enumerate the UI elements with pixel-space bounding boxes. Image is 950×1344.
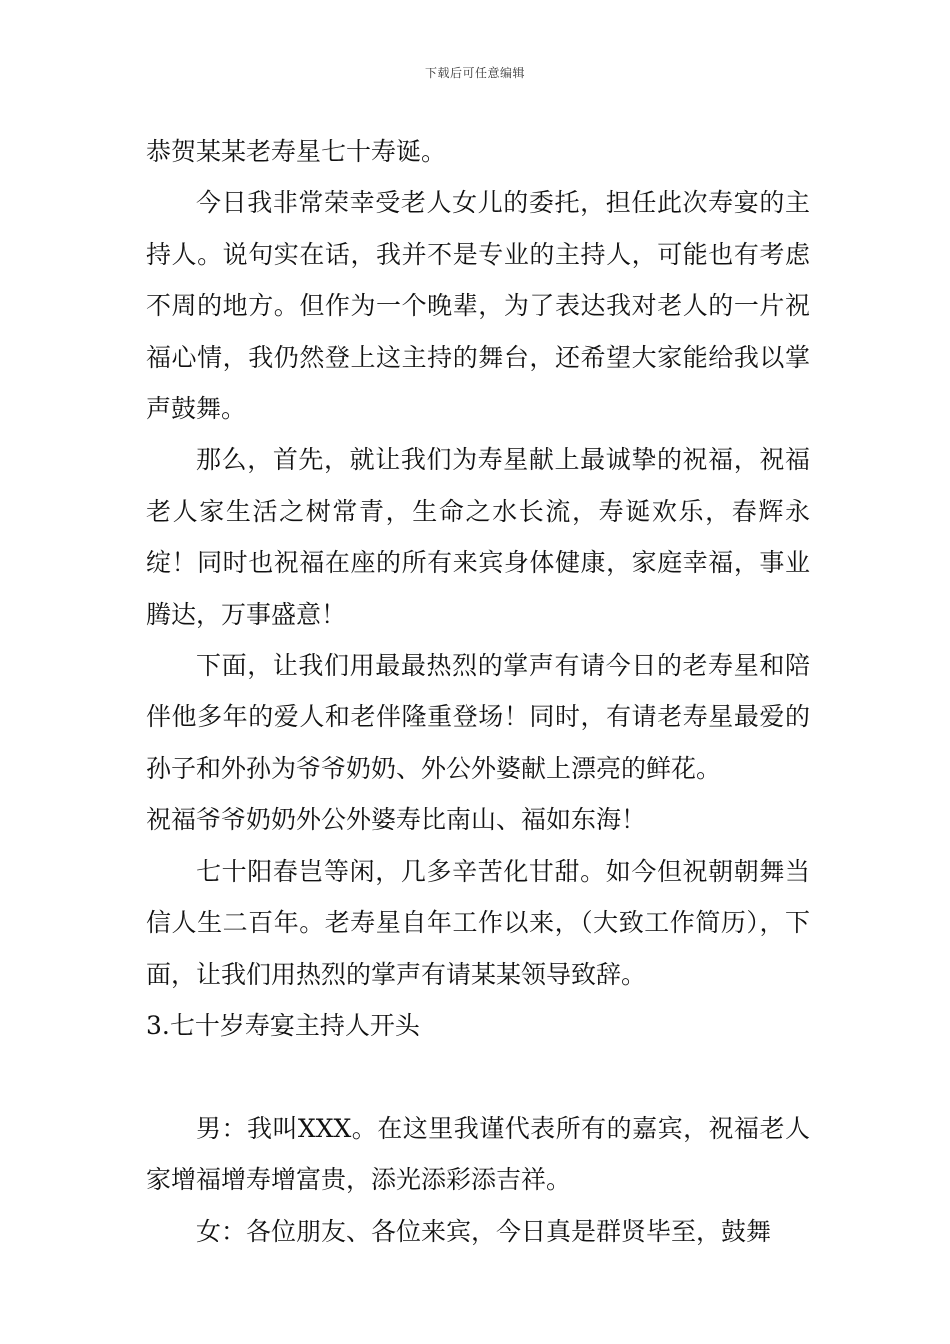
paragraph-female-host: 女：各位朋友、各位来宾，今日真是群贤毕至，鼓舞 bbox=[196, 1216, 772, 1246]
paragraph-invitation: 下面，让我们用最最热烈的掌声有请今日的老寿星和陪伴他多年的爱人和老伴隆重登场！同时，有请老寿星最爱的孙子和外孙为爷爷奶奶、外公外婆献上漂亮的鲜花。 bbox=[146, 651, 810, 783]
section-heading: 3.七十岁寿宴主持人开头 bbox=[146, 1010, 420, 1040]
page-header: 下载后可任意编辑 bbox=[424, 66, 525, 80]
document-body bbox=[146, 126, 810, 1257]
blank-line bbox=[146, 1051, 810, 1102]
paragraph-blessing: 那么，首先，就让我们为寿星献上最诚挚的祝福，祝福老人家生活之树常青，生命之水长流，寿诞欢乐，春辉永绽！同时也祝福在座的所有来宾身体健康，家庭幸福，事业腾达，万事盛意！ bbox=[146, 445, 810, 629]
paragraph-poem: 七十阳春岂等闲，几多辛苦化甘甜。如今但祝朝朝舞当信人生二百年。老寿星自年工作以来，（大致工作简历），下面，让我们用热烈的掌声有请某某领导致辞。 bbox=[146, 856, 810, 989]
paragraph-host-intro: 今日我非常荣幸受老人女儿的委托，担任此次寿宴的主持人。说句实在话，我并不是专业的主持人，可能也有考虑不周的地方。但作为一个晚辈，为了表达我对老人的一片祝福心情，我仍然登上这主持的舞台，还希望大家能给我以掌声鼓舞。 bbox=[146, 188, 810, 424]
paragraph-wish: 祝福爷爷奶奶外公外婆寿比南山、福如东海！ bbox=[146, 805, 647, 835]
paragraph-opening: 恭贺某某老寿星七十寿诞。 bbox=[146, 137, 447, 166]
paragraph-male-host: 男：我叫XXX。在这里我谨代表所有的嘉宾，祝福老人家增福增寿增富贵，添光添彩添吉祥。 bbox=[146, 1113, 810, 1195]
